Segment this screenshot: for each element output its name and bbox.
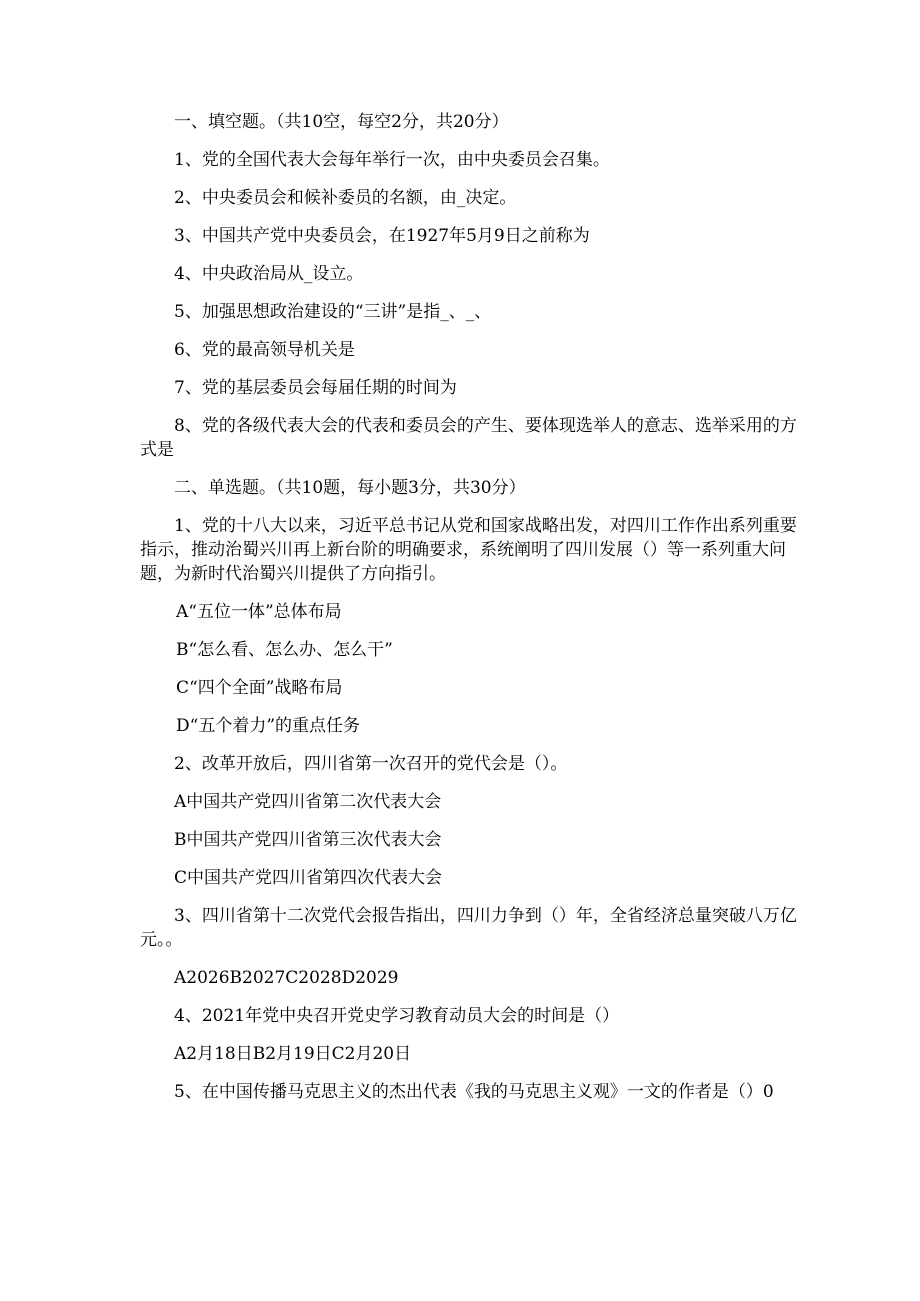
choice-question-4: 4、2021年党中央召开党史学习教育动员大会的时间是（）: [174, 1006, 620, 1026]
choice-question-2-option-b: B中国共产党四川省第三次代表大会: [174, 830, 442, 850]
fill-question-2: 2、中央委员会和候补委员的名额，由_决定。: [174, 188, 517, 208]
choice-question-1: 1、党的十八大以来，习近平总书记从党和国家战略出发，对四川工作作出系列重要指示，推动治蜀兴川再上新台阶的明确要求，系统阐明了四川发展（）等一系列重大问题，为新时代治蜀兴川提供了方向指引。: [140, 516, 797, 584]
choice-question-5: 5、在中国传播马克思主义的杰出代表《我的马克思主义观》一文的作者是（）0: [174, 1082, 774, 1102]
choice-question-1-option-c: C“四个全面”战略布局: [176, 678, 343, 698]
choice-question-2: 2、改革开放后，四川省第一次召开的党代会是（）。: [174, 754, 568, 774]
fill-question-6: 6、党的最高领导机关是: [174, 340, 355, 360]
fill-question-4: 4、中央政治局从_设立。: [174, 264, 364, 284]
fill-question-8: 8、党的各级代表大会的代表和委员会的产生、要体现选举人的意志、选举采用的方式是: [140, 416, 797, 460]
section-heading-single-choice: 二、单选题。（共10题，每小题3分，共30分）: [174, 478, 526, 498]
choice-question-2-option-c: C中国共产党四川省第四次代表大会: [174, 868, 443, 888]
choice-question-3: 3、四川省第十二次党代会报告指出，四川力争到（）年，全省经济总量突破八万亿元。。: [140, 906, 797, 950]
section-heading-fill-in: 一、填空题。（共10空，每空2分，共20分）: [174, 112, 509, 132]
choice-question-2-option-a: A中国共产党四川省第二次代表大会: [174, 792, 442, 812]
fill-question-5: 5、加强思想政治建设的“三讲”是指_、_、: [174, 302, 492, 322]
choice-question-4-options: A2月18日B2月19日C2月20日: [174, 1044, 412, 1064]
fill-question-7: 7、党的基层委员会每届任期的时间为: [174, 378, 457, 398]
fill-question-1: 1、党的全国代表大会每年举行一次，由中央委员会召集。: [174, 150, 610, 170]
choice-question-1-option-a: A“五位一体”总体布局: [176, 602, 342, 622]
choice-question-1-option-b: B“怎么看、怎么办、怎么干”: [176, 640, 393, 660]
fill-question-3: 3、中国共产党中央委员会，在1927年5月9日之前称为: [174, 226, 590, 246]
choice-question-1-option-d: D“五个着力”的重点任务: [176, 716, 361, 736]
document-body: [140, 110, 800, 1104]
choice-question-3-options: A2026B2027C2028D2029: [174, 968, 399, 988]
